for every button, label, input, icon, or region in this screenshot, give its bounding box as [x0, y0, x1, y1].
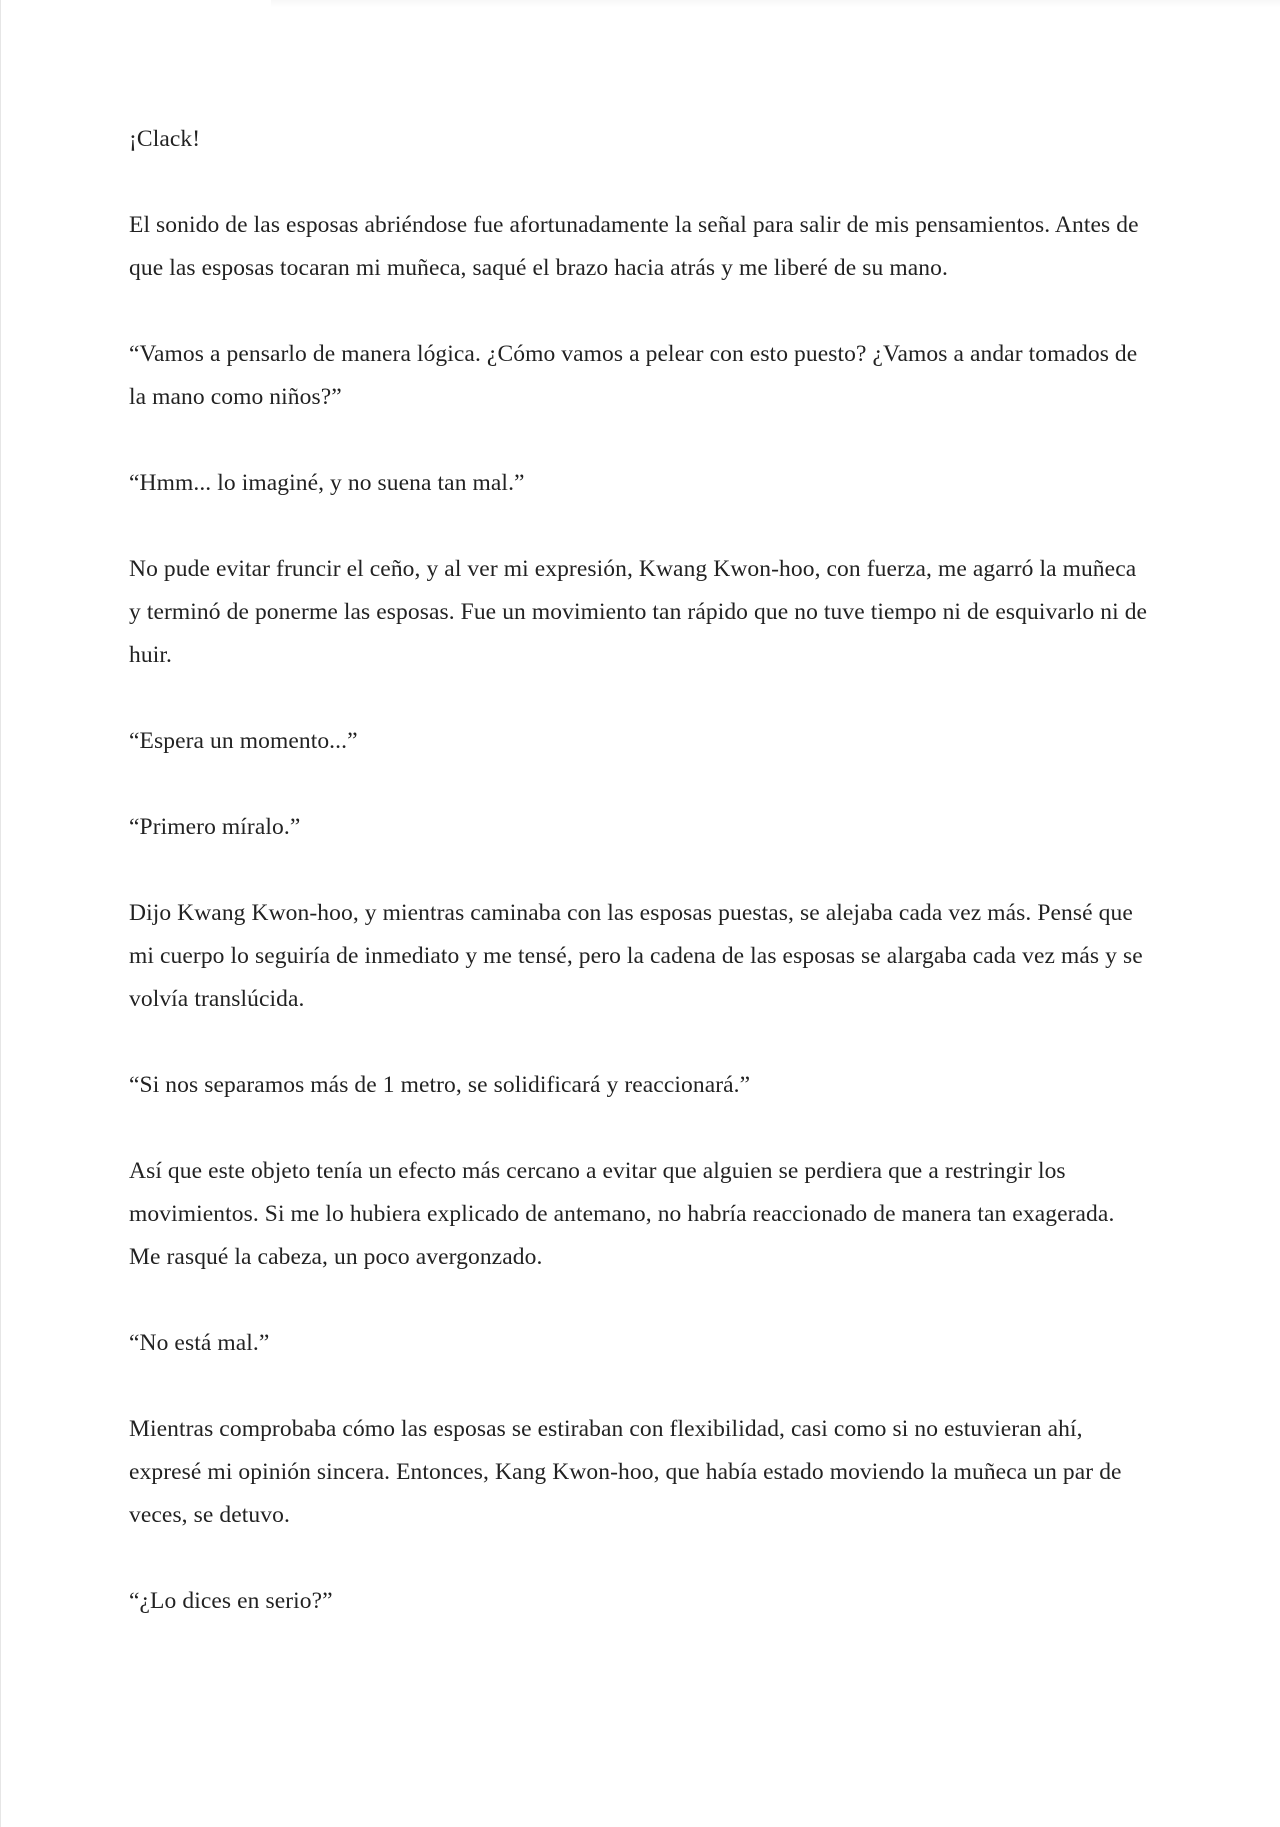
paragraph: Dijo Kwang Kwon-hoo, y mientras caminaba con las esposas puestas, se alejaba cada vez más. Pensé que mi cuerpo lo seguiría de inmediato y me tensé, pero la cadena de las esposas se alargaba cada vez más y se volvía translúcida.: [129, 900, 1143, 1012]
paragraph: “No está mal.”: [129, 1330, 270, 1356]
paragraph: “Primero míralo.”: [129, 814, 301, 840]
top-shadow: [271, 0, 1280, 8]
paragraph: El sonido de las esposas abriéndose fue afortunadamente la señal para salir de mis pensamientos. Antes de que las esposas tocaran mi muñeca, saqué el brazo hacia atrás y me liberé de su mano.: [129, 212, 1139, 281]
paragraph: “¿Lo dices en serio?”: [129, 1588, 333, 1614]
paragraph: “Vamos a pensarlo de manera lógica. ¿Cómo vamos a pelear con esto puesto? ¿Vamos a andar tomados de la mano como niños?”: [129, 341, 1138, 410]
paragraph: Mientras comprobaba cómo las esposas se estiraban con flexibilidad, casi como si no estuvieran ahí, expresé mi opinión sincera. Entonces, Kang Kwon-hoo, que había estado moviendo la muñeca un par de veces, se detuvo.: [129, 1416, 1122, 1528]
paragraph: “Si nos separamos más de 1 metro, se solidificará y reaccionará.”: [129, 1072, 751, 1098]
paragraph: “Hmm... lo imaginé, y no suena tan mal.”: [129, 470, 525, 496]
paragraph: No pude evitar fruncir el ceño, y al ver mi expresión, Kwang Kwon-hoo, con fuerza, me agarró la muñeca y terminó de ponerme las esposas. Fue un movimiento tan rápido que no tuve tiempo ni de esquivarlo ni de huir.: [129, 556, 1148, 668]
document-body: [129, 118, 1149, 1666]
paragraph: ¡Clack!: [129, 126, 201, 152]
paragraph: Así que este objeto tenía un efecto más cercano a evitar que alguien se perdiera que a restringir los movimientos. Si me lo hubiera explicado de antemano, no habría reaccionado de manera tan exagerada. Me rasqué la cabeza, un poco avergonzado.: [129, 1158, 1115, 1270]
paragraph: “Espera un momento...”: [129, 728, 358, 754]
